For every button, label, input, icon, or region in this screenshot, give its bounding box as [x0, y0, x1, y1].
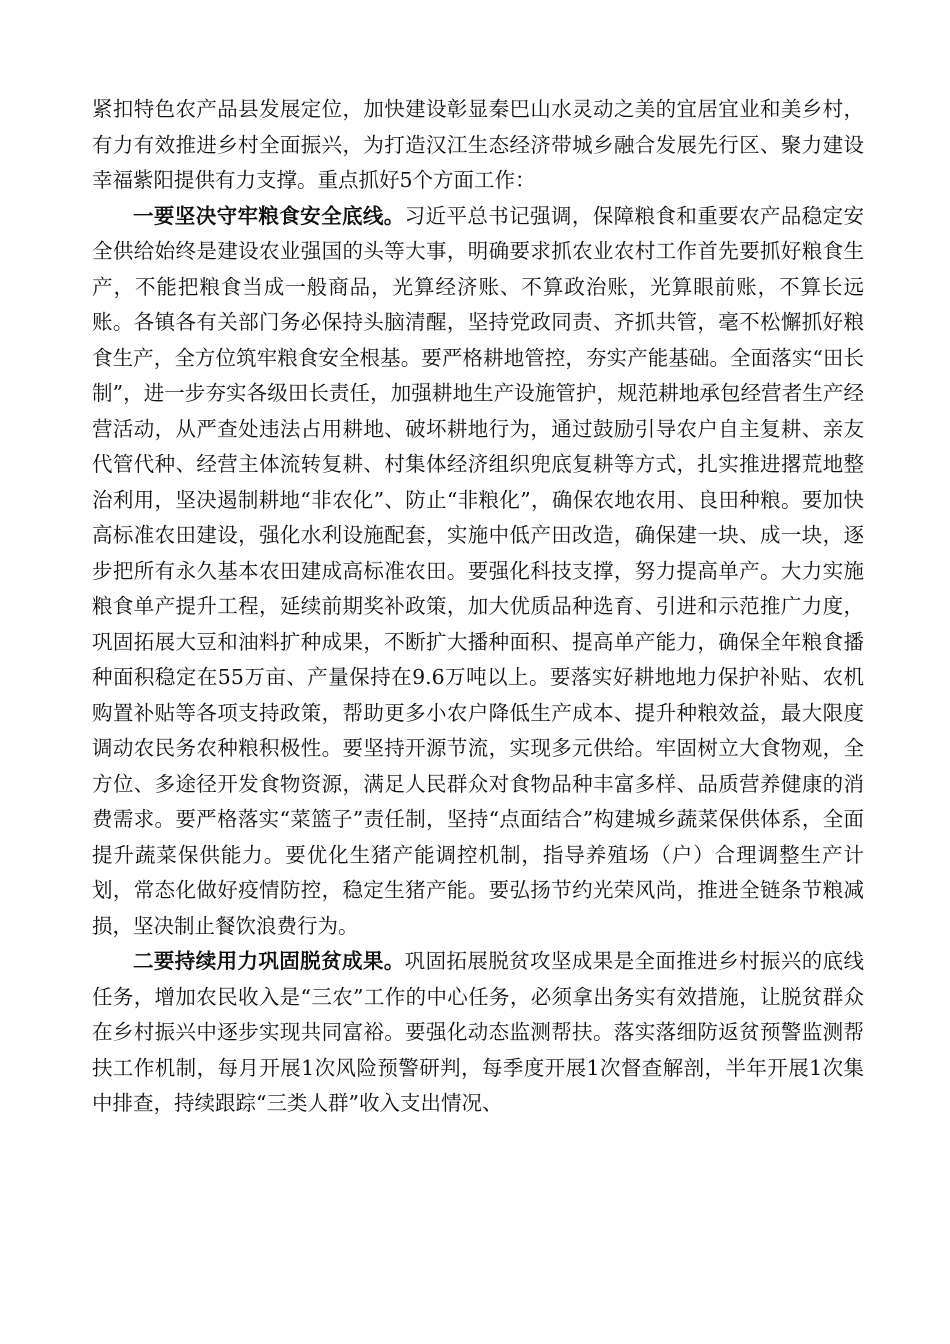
- paragraph-text: 习近平总书记强调，保障粮食和重要农产品稳定安全供给始终是建设农业强国的头等大事，明确要求抓农业农村工作首先要抓好粮食生产，不能把粮食当成一般商品，光算经济账、不算政治账，光算眼前账，不算长远账。各镇各有关部门务必保持头脑清醒，坚持党政同责、齐抓共管，毫不松懈抓好粮食生产，全方位筑牢粮食安全根基。要严格耕地管控，夯实产能基础。全面落实“田长制”，进一步夯实各级田长责任，加强耕地生产设施管护，规范耕地承包经营者生产经营活动，从严查处违法占用耕地、破坏耕地行为，通过鼓励引导农户自主复耕、亲友代管代种、经营主体流转复耕、村集体经济组织兜底复耕等方式，扎实推进撂荒地整治利用，坚决遏制耕地“非农化”、防止“非粮化”，确保农地农用、良田种粮。要加快高标准农田建设，强化水利设施配套，实施中低产田改造，确保建一块、成一块，逐步把所有永久基本农田建成高标准农田。要强化科技支撑，努力提高单产。大力实施粮食单产提升工程，延续前期奖补政策，加大优质品种选育、引进和示范推广力度，巩固拓展大豆和油料扩种成果，不断扩大播种面积、提高单产能力，确保全年粮食播种面积稳定在55万亩、产量保持在9.6万吨以上。要落实好耕地地力保护补贴、农机购置补贴等各项支持政策，帮助更多小农户降低生产成本、提升种粮效益，最大限度调动农民务农种粮积极性。要坚持开源节流，实现多元供给。牢固树立大食物观，全方位、多途径开发食物资源，满足人民群众对食物品种丰富多样、品质营养健康的消费需求。要严格落实“菜篮子”责任制，坚持“点面结合”构建城乡蔬菜保供体系，全面提升蔬菜保供能力。要优化生猪产能调控机制，指导养殖场（户）合理调整生产计划，常态化做好疫情防控，稳定生猪产能。要弘扬节约光荣风尚，推进全链条节粮减损，坚决制止餐饮浪费行为。: [92, 203, 865, 938]
- paragraph-text: 巩固拓展脱贫攻坚成果是全面推进乡村振兴的底线任务，增加农民收入是“三农”工作的中心任务，必须拿出务实有效措施，让脱贫群众在乡村振兴中逐步实现共同富裕。要强化动态监测帮扶。落实落细防返贫预警监测帮扶工作机制，每月开展1次风险预警研判，每季度开展1次督查解剖，半年开展1次集中排查，持续跟踪“三类人群”收入支出情况、: [92, 949, 865, 1115]
- paragraph-poverty-consolidation: [92, 944, 864, 1122]
- paragraph-intro: [92, 92, 864, 199]
- paragraph-text: 紧扣特色农产品县发展定位，加快建设彰显秦巴山水灵动之美的宜居宜业和美乡村，有力有效推进乡村全面振兴，为打造汉江生态经济带城乡融合发展先行区、聚力建设幸福紫阳提供有力支撑。重点抓好5个方面工作：: [92, 97, 864, 192]
- paragraph-grain-security: [92, 199, 864, 945]
- paragraph-lead: 二要持续用力巩固脱贫成果。: [133, 949, 405, 973]
- paragraph-lead: 一要坚决守牢粮食安全底线。: [133, 203, 405, 228]
- document-page: [92, 92, 864, 1122]
